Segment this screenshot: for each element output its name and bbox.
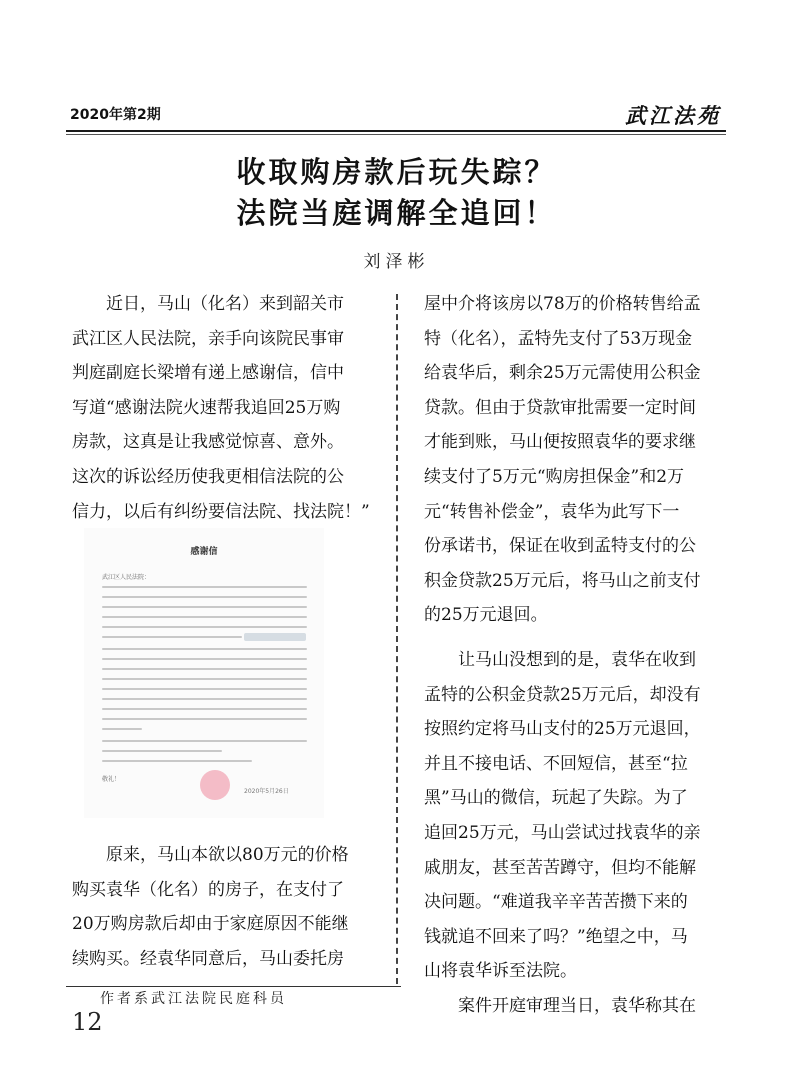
paragraph-line: 按照约定将马山支付的25万元退回， [424, 719, 701, 740]
paragraph-line: 写道“感谢法院火速帮我追回25万购 [72, 397, 341, 418]
letter-text-line [102, 626, 307, 628]
article-title-line2: 法院当庭调解全追回！ [236, 196, 557, 230]
letter-text-line [102, 740, 307, 742]
header-rule-thin [66, 134, 726, 135]
paragraph-line: 孟特的公积金贷款25万元后，却没有 [424, 684, 701, 705]
letter-closing: 敬礼！ [102, 776, 121, 783]
paragraph-line: 20万购房款后却由于家庭原因不能继 [72, 914, 349, 935]
paragraph-line: 并且不接电话、不回短信，甚至“拉 [424, 753, 688, 774]
paragraph-line: 戚朋友，甚至苦苦蹲守，但均不能解 [424, 857, 696, 878]
paragraph-line: 特（化名），孟特先支付了53万现金 [424, 328, 693, 349]
paragraph-line: 续支付了5万元“购房担保金”和2万 [424, 466, 685, 487]
left-column-top [72, 287, 370, 529]
paragraph-line: 贷款。但由于贷款审批需要一定时间 [424, 397, 696, 418]
paragraph-line: 判庭副庭长梁增有递上感谢信，信中 [72, 363, 344, 384]
letter-text-line [102, 668, 307, 670]
paragraph-line: 积金贷款25万元后，将马山之前支付 [424, 570, 701, 591]
letter-text-line [102, 698, 307, 700]
paragraph-line: 续购买。经袁华同意后，马山委托房 [72, 948, 344, 969]
letter-text-line [102, 596, 307, 598]
right-column [424, 287, 720, 1023]
paragraph-line: 案件开庭审理当日，袁华称其在 [458, 995, 696, 1016]
letter-text-line [102, 616, 307, 618]
paragraph-line: 武江区人民法院，亲手向该院民事审 [72, 328, 344, 349]
letter-text-line [102, 728, 142, 730]
paragraph-line: 近日，马山（化名）来到韶关市 [106, 294, 344, 314]
redacted-signature-stamp [200, 770, 230, 800]
paragraph-line: 追回25万元，马山尝试过找袁华的亲 [424, 822, 701, 843]
article-title-line1: 收取购房款后玩失踪？ [236, 155, 557, 189]
paragraph-line: 给袁华后，剩余25万元需使用公积金 [424, 363, 701, 384]
letter-text-line [102, 718, 307, 720]
paragraph-line: 房款，这真是让我感觉惊喜、意外。 [72, 432, 344, 453]
letter-text-line [102, 636, 242, 638]
letter-text-line [102, 606, 307, 608]
paragraph-line: 元“转售补偿金”，袁华为此写下一 [424, 501, 680, 522]
paragraph-line: 山将袁华诉至法院。 [424, 961, 577, 982]
paragraph-line: 这次的诉讼经历使我更相信法院的公 [72, 466, 344, 487]
letter-text-line [102, 688, 307, 690]
footnote-rule [66, 986, 401, 987]
paragraph-line: 信力，以后有纠纷要信法院、找法院！” [72, 501, 370, 522]
letter-text-line [102, 586, 307, 588]
page-number: 12 [72, 1008, 103, 1036]
thank-you-letter-image [84, 528, 324, 818]
paragraph-line: 的25万元退回。 [424, 605, 548, 626]
issue-label: 2020年第2期 [70, 107, 161, 123]
magazine-name: 武江法苑 [625, 103, 721, 128]
paragraph-line: 黑”马山的微信，玩起了失踪。为了 [424, 788, 688, 809]
letter-text-line [102, 750, 222, 752]
paragraph-line: 决问题。“难道我辛辛苦苦攒下来的 [424, 892, 688, 913]
letter-text-line [102, 658, 307, 660]
header-rule [66, 130, 726, 132]
author-footnote: 作者系武江法院民庭科员 [100, 991, 287, 1007]
column-divider [396, 294, 398, 984]
paragraph-line: 钱就追不回来了吗？”绝望之中，马 [424, 926, 688, 947]
letter-salutation: 武江区人民法院： [102, 574, 151, 581]
paragraph-line: 购买袁华（化名）的房子，在支付了 [72, 879, 344, 900]
letter-title: 感谢信 [190, 547, 218, 557]
letter-text-line [102, 760, 252, 762]
paragraph-line: 屋中介将该房以78万的价格转售给孟 [424, 294, 701, 314]
redaction-blur [244, 633, 306, 641]
paragraph-line: 才能到账，马山便按照袁华的要求继 [424, 432, 696, 453]
paragraph-line: 原来，马山本欲以80万元的价格 [106, 845, 349, 865]
paragraph-line: 让马山没想到的是，袁华在收到 [458, 649, 696, 670]
left-column-bottom [72, 838, 364, 976]
article-author: 刘泽彬 [363, 252, 430, 272]
letter-text-line [102, 708, 307, 710]
paragraph-line: 份承诺书，保证在收到孟特支付的公 [424, 536, 696, 557]
letter-text-line [102, 648, 307, 650]
letter-date: 2020年5月26日 [244, 788, 289, 795]
letter-text-line [102, 678, 307, 680]
